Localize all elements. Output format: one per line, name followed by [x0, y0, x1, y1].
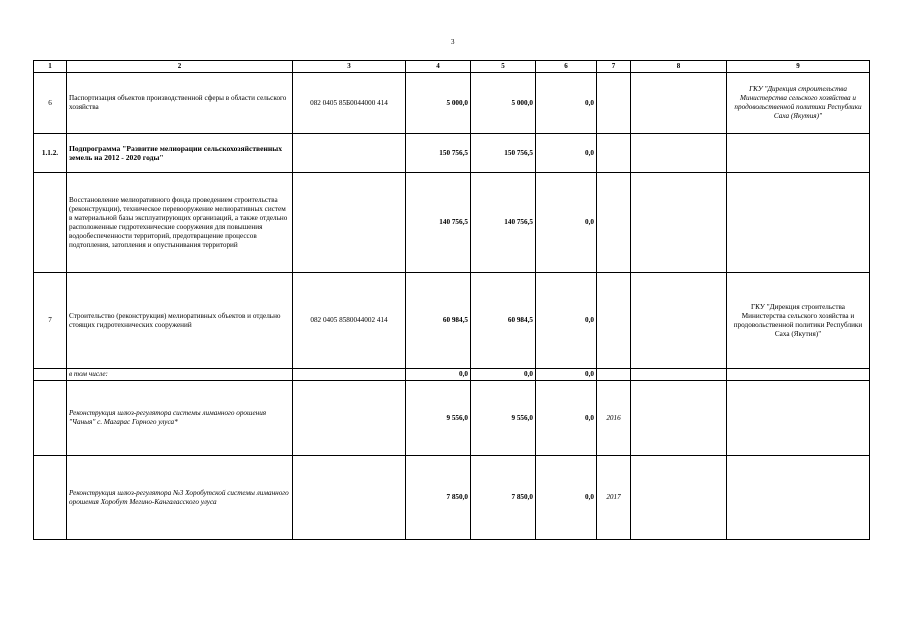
budget-code: [293, 134, 406, 173]
header-cell: 9: [727, 61, 870, 73]
value-col5: 140 756,5: [471, 173, 536, 273]
header-cell: 2: [67, 61, 293, 73]
budget-table: [33, 60, 870, 540]
col8-cell: [631, 381, 727, 456]
value-col4: 9 556,0: [406, 381, 471, 456]
col8-cell: [631, 173, 727, 273]
budget-code: [293, 173, 406, 273]
value-col5: 7 850,0: [471, 456, 536, 540]
page-number: 3: [451, 38, 455, 46]
value-col6: 0,0: [536, 381, 597, 456]
col8-cell: [631, 369, 727, 381]
header-cell: 4: [406, 61, 471, 73]
value-col6: 0,0: [536, 273, 597, 369]
executor-cell: ГКУ "Дирекция строительства Министерства сельского хозяйства и продовольственной политики Республики Саха (Якутия)": [727, 273, 870, 369]
header-cell: 1: [34, 61, 67, 73]
value-col6: 0,0: [536, 173, 597, 273]
header-cell: 8: [631, 61, 727, 73]
value-col6: 0,0: [536, 369, 597, 381]
year-cell: [597, 369, 631, 381]
budget-code: [293, 456, 406, 540]
table-row: [34, 456, 870, 540]
table-row: [34, 369, 870, 381]
value-col6: 0,0: [536, 73, 597, 134]
executor-cell: [727, 173, 870, 273]
col8-cell: [631, 134, 727, 173]
header-cell: 5: [471, 61, 536, 73]
header-row: [34, 61, 870, 73]
col8-cell: [631, 73, 727, 134]
value-col4: 7 850,0: [406, 456, 471, 540]
row-name: в том числе:: [67, 369, 293, 381]
row-number: [34, 369, 67, 381]
year-cell: [597, 273, 631, 369]
header-cell: 3: [293, 61, 406, 73]
row-name: Паспортизация объектов производственной сферы в области сельского хозяйства: [67, 73, 293, 134]
value-col5: 9 556,0: [471, 381, 536, 456]
row-number: 7: [34, 273, 67, 369]
row-name: Реконструкция шлюз-регулятора системы лиманного орошения "Чаныя" с. Магарас Горного улуса*: [67, 381, 293, 456]
header-cell: 7: [597, 61, 631, 73]
executor-cell: [727, 369, 870, 381]
executor-cell: [727, 381, 870, 456]
executor-cell: [727, 456, 870, 540]
row-number: [34, 456, 67, 540]
row-number: 1.1.2.: [34, 134, 67, 173]
year-cell: [597, 134, 631, 173]
year-cell: 2017: [597, 456, 631, 540]
table-row: [34, 173, 870, 273]
col8-cell: [631, 273, 727, 369]
table-row: [34, 381, 870, 456]
table-row: [34, 73, 870, 134]
budget-code: 082 0405 85Б0044000 414: [293, 73, 406, 134]
budget-code: 082 0405 8580044002 414: [293, 273, 406, 369]
budget-code: [293, 369, 406, 381]
executor-cell: ГКУ "Дирекция строительства Министерства сельского хозяйства и продовольственной политики Республики Саха (Якутия)": [727, 73, 870, 134]
year-cell: [597, 173, 631, 273]
year-cell: [597, 73, 631, 134]
value-col4: 140 756,5: [406, 173, 471, 273]
row-name: Реконструкция шлюз-регулятора №3 Хоробутской системы лиманного орошения Хоробут Мегино-Кангаласского улуса: [67, 456, 293, 540]
value-col4: 60 984,5: [406, 273, 471, 369]
value-col6: 0,0: [536, 456, 597, 540]
row-name: Восстановление мелиоративного фонда проведением строительства (реконструкции), техническое перевооружение мелиоративных систем в материальной базы эксплуатирующих организаций, а также отдельно расположенные гидротехнические сооружения для повышения водообеспеченности территорий, предотвращение процессов подтопления, затопления и опустынивания территорий: [67, 173, 293, 273]
value-col4: 5 000,0: [406, 73, 471, 134]
value-col4: 150 756,5: [406, 134, 471, 173]
header-cell: 6: [536, 61, 597, 73]
row-name: Строительство (реконструкция) мелиоративных объектов и отдельно стоящих гидротехнических сооружений: [67, 273, 293, 369]
row-number: 6: [34, 73, 67, 134]
row-number: [34, 173, 67, 273]
executor-cell: [727, 134, 870, 173]
value-col4: 0,0: [406, 369, 471, 381]
budget-code: [293, 381, 406, 456]
value-col5: 0,0: [471, 369, 536, 381]
table-row: [34, 273, 870, 369]
row-name: Подпрограмма "Развитие мелиорации сельскохозяйственных земель на 2012 - 2020 годы": [67, 134, 293, 173]
year-cell: 2016: [597, 381, 631, 456]
value-col5: 150 756,5: [471, 134, 536, 173]
table-row: [34, 134, 870, 173]
value-col5: 60 984,5: [471, 273, 536, 369]
value-col6: 0,0: [536, 134, 597, 173]
value-col5: 5 000,0: [471, 73, 536, 134]
col8-cell: [631, 456, 727, 540]
row-number: [34, 381, 67, 456]
